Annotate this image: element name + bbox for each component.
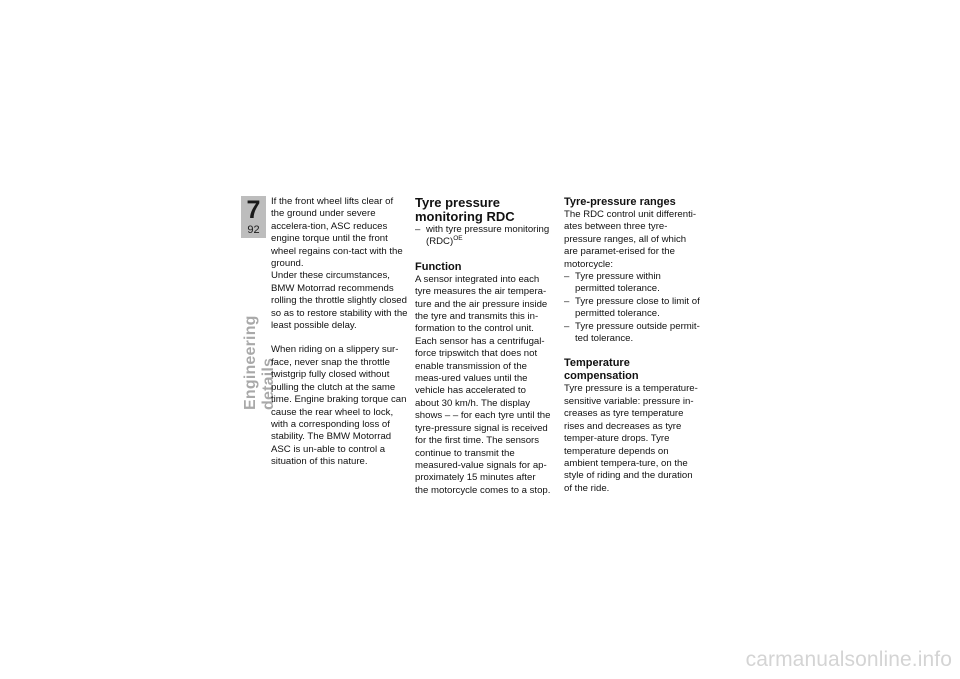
page-number: 92 bbox=[247, 224, 260, 236]
watermark: carmanualsonline.info bbox=[745, 648, 952, 671]
range-list bbox=[564, 271, 700, 345]
option-item bbox=[415, 224, 551, 249]
paragraph-sensor: A sensor integrated into each tyre measures the air tempera-ture and the air pressure inside the tyre and transmits this in-formation to the control unit. bbox=[415, 273, 548, 335]
bullet-dash: – bbox=[564, 295, 570, 307]
optional-equipment-mark: OE bbox=[453, 235, 463, 243]
chapter-number: 7 bbox=[246, 196, 261, 224]
paragraph-slippery-surface: When riding on a slippery sur-face, never snap the throttle twistgrip fully closed without pulling the clutch at the same time. Engine braking torque can cause the rear wheel to lock, with a corresponding loss of stability. The BMW Motorrad ASC is un-able to control a situation of this nature. bbox=[271, 344, 407, 468]
paragraph-tripswitch: Each sensor has a centrifugal-force tripswitch that does not enable transmission of the meas-ured values until the vehicle has accelerated to about 30 km/h. The display shows – – for each tyre until the tyre-pressure signal is received for the first time. The sensors continue to transmit the measured-value signals for ap-proximately 15 minutes after the motorcycle comes to a stop. bbox=[415, 335, 551, 496]
column-middle bbox=[415, 196, 551, 497]
paragraph-recommendation: Under these circumstances, BMW Motorrad recommends rolling the throttle slightly closed so as to restore stability with the least possible delay. bbox=[271, 270, 408, 332]
range-item bbox=[564, 271, 700, 296]
range-item bbox=[564, 321, 700, 346]
bullet-dash: – bbox=[564, 271, 570, 283]
column-right bbox=[564, 196, 700, 495]
range-text: Tyre pressure outside permit-ted tolerance. bbox=[575, 320, 700, 345]
range-item bbox=[564, 296, 700, 321]
column-left bbox=[271, 196, 409, 469]
range-text: Tyre pressure close to limit of permitted tolerance. bbox=[575, 295, 700, 320]
subheading-function: Function bbox=[415, 260, 462, 273]
section-heading-temperature: Temperature compensation bbox=[564, 357, 639, 383]
bullet-dash: – bbox=[415, 224, 421, 235]
chapter-tab bbox=[241, 196, 266, 238]
paragraph-asc-front-wheel: If the front wheel lifts clear of the ground under severe accelera-tion, ASC reduces engine torque until the front wheel regains con-tact with the ground. bbox=[271, 196, 403, 270]
chapter-title-vertical: Engineering details bbox=[242, 315, 277, 410]
option-text: with tyre pressure monitoring (RDC) bbox=[426, 224, 550, 248]
paragraph-temperature: Tyre pressure is a temperature-sensitive variable: pressure in-creases as tyre temperature rises and decreases as tyre temper-ature drops. Tyre temperature depends on ambient tempera-ture, on the style of riding and the duration of the ride. bbox=[564, 383, 698, 494]
paragraph-ranges: The RDC control unit differenti-ates between three tyre-pressure ranges, all of which are paramet-erised for the motorcycle: bbox=[564, 209, 697, 270]
bullet-dash: – bbox=[564, 320, 570, 332]
option-list bbox=[415, 224, 551, 249]
range-text: Tyre pressure within permitted tolerance. bbox=[575, 271, 661, 295]
section-heading-pressure-ranges: Tyre-pressure ranges bbox=[564, 196, 676, 208]
section-heading-rdc: Tyre pressure monitoring RDC bbox=[415, 195, 515, 224]
